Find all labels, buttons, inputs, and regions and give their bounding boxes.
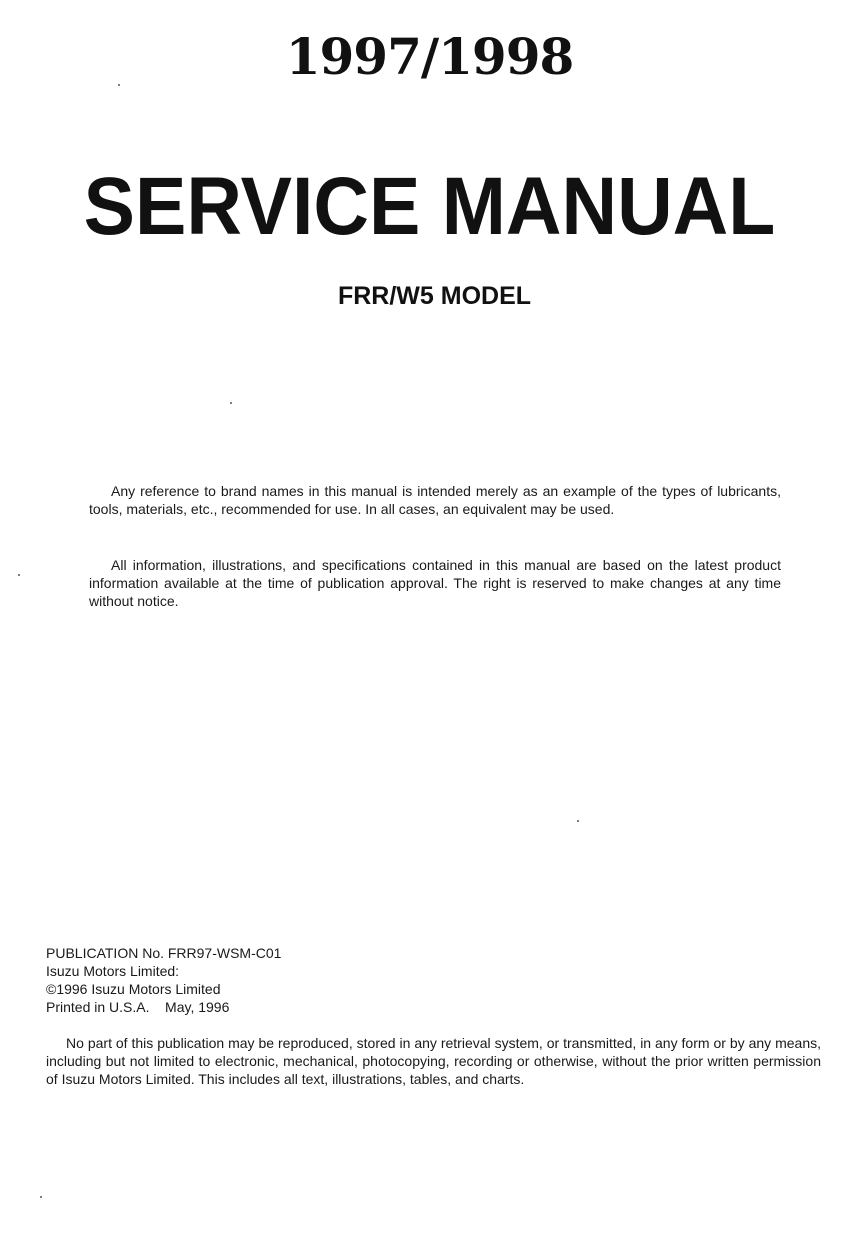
printed-line: Printed in U.S.A. May, 1996 xyxy=(46,999,230,1015)
scan-speck xyxy=(230,402,232,404)
publisher-name: Isuzu Motors Limited: xyxy=(46,963,180,979)
information-notice: All information, illustrations, and specifications contained in this manual are based on the latest product information available at the time of publication approval. The right is reserved to make changes at any time without notice. xyxy=(89,557,781,609)
model-years: 1997/1998 xyxy=(285,27,574,86)
scan-speck xyxy=(18,574,20,576)
copyright-line: ©1996 Isuzu Motors Limited xyxy=(46,981,221,997)
rights-notice: No part of this publication may be reproduced, stored in any retrieval system, or transmitted, in any form or by any means, including but not limited to electronic, mechanical, photocopying, recording or otherwise, without the prior written permission of Isuzu Motors Limited. This includes all text, illustrations, tables, and charts. xyxy=(46,1035,821,1087)
model-designation: FRR/W5 MODEL xyxy=(337,282,532,310)
publication-number: PUBLICATION No. FRR97-WSM-C01 xyxy=(46,945,282,961)
brand-names-notice: Any reference to brand names in this manual is intended merely as an example of the types of lubricants, tools, materials, etc., recommended for use. In all cases, an equivalent may be used. xyxy=(89,483,781,517)
scan-speck xyxy=(577,820,579,822)
publication-info xyxy=(46,944,281,1016)
scan-speck xyxy=(118,84,120,86)
scan-speck xyxy=(40,1196,42,1198)
page-title: SERVICE MANUAL xyxy=(83,160,776,252)
